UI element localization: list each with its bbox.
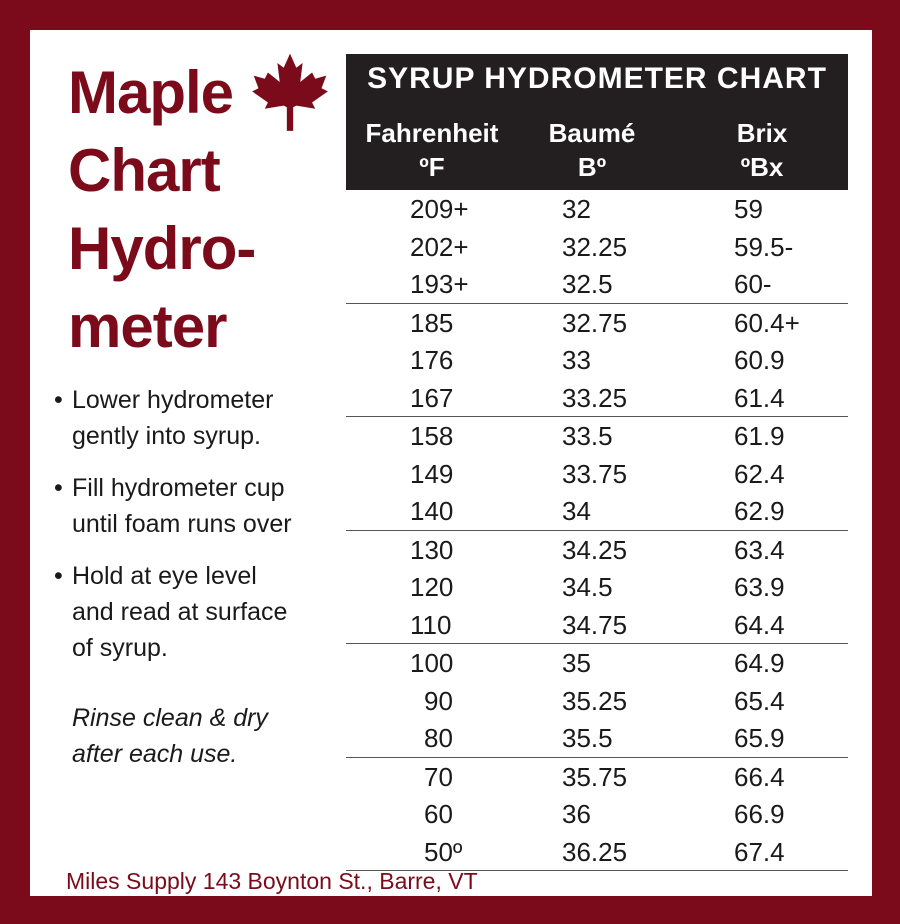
instruction-text: gently into syrup. [72,422,261,450]
table-title: SYRUP HYDROMETER CHART [367,62,827,95]
title-line: Maple [68,59,234,126]
table-row [346,568,848,606]
table-row [346,719,848,757]
table-row-group [346,190,848,304]
instructions-list [54,382,344,682]
brix-cell: 64.4 [734,609,785,640]
table-row-group [346,531,848,645]
table-row [346,682,848,720]
table-row [346,492,848,530]
rinse-note [72,700,268,772]
fahrenheit-cell: 80 [424,723,453,753]
baume-cell: 36 [562,799,591,829]
table-row [346,379,848,417]
brix-cell: 65.4 [734,685,785,716]
title-line: Hydro- [68,215,256,282]
instruction-item [54,558,344,666]
instruction-text: and read at surface [72,598,288,626]
column-header-fahrenheit [352,116,512,184]
baume-cell: 35.5 [562,723,613,753]
baume-cell: 33.75 [562,458,628,489]
fahrenheit-cell: 100 [410,648,454,678]
table-row [346,833,848,871]
brix-cell: 59.5- [734,231,794,262]
table-body [346,190,848,871]
brix-cell: 60.9 [734,345,785,375]
maple-leaf-icon [250,52,330,134]
fahrenheit-cell: 167 [410,382,454,413]
brix-cell: 60- [734,269,772,299]
baume-cell: 32.75 [562,307,628,338]
column-name: Brix [736,118,788,148]
brix-cell: 67.4 [734,836,785,867]
table-row [346,341,848,379]
brix-cell: 66.4 [734,761,785,792]
table-row [346,228,848,266]
fahrenheit-cell: 130 [410,534,454,565]
instruction-text: Hold at eye level [72,562,257,590]
baume-cell: 32.5 [562,269,613,299]
baume-cell: 35 [562,648,591,678]
title-line: meter [68,293,227,360]
fahrenheit-cell: 50º [424,836,463,867]
bullet-dot: • [54,474,63,502]
brix-cell: 62.4 [734,458,785,489]
table-row-group [346,758,848,872]
table-row-group [346,644,848,758]
fahrenheit-cell: 185 [410,307,454,338]
table-row-group [346,417,848,531]
column-header-baume [532,116,652,184]
baume-cell: 33.5 [562,421,613,451]
brix-cell: 63.4 [734,534,785,565]
footer-address: Miles Supply 143 Boynton St., Barre, VT [66,868,478,894]
table-row [346,190,848,228]
baume-cell: 36.25 [562,836,628,867]
fahrenheit-cell: 110 [410,609,452,640]
table-row [346,795,848,833]
table-row [346,606,848,644]
brix-cell: 65.9 [734,723,785,753]
fahrenheit-cell: 202+ [410,231,469,262]
column-name: Baumé [548,118,636,148]
rinse-text: Rinse clean & dry [72,704,268,732]
instruction-item [54,470,344,542]
baume-cell: 32.25 [562,231,628,262]
brix-cell: 63.9 [734,572,785,602]
table-row [346,758,848,796]
title-line: Chart [68,137,220,204]
table-header [346,54,848,190]
brix-cell: 61.4 [734,382,785,413]
fahrenheit-cell: 209+ [410,194,469,224]
brix-cell: 61.9 [734,421,785,451]
baume-cell: 33.25 [562,382,628,413]
table-row [346,304,848,342]
table-row [346,265,848,303]
table-row [346,455,848,493]
fahrenheit-cell: 176 [410,345,454,375]
fahrenheit-cell: 158 [410,421,454,451]
table-row [346,531,848,569]
column-header-brix [712,116,812,184]
instruction-text: until foam runs over [72,510,292,538]
hydrometer-table [346,54,848,871]
brix-cell: 60.4+ [734,307,800,338]
brix-cell: 64.9 [734,648,785,678]
fahrenheit-cell: 120 [410,572,454,602]
bullet-dot: • [54,386,63,414]
instruction-text: Lower hydrometer [72,386,274,414]
baume-cell: 34.5 [562,572,613,602]
column-unit: ºF [419,152,445,182]
column-name: Fahrenheit [365,118,499,148]
chart-card [30,30,872,896]
baume-cell: 35.25 [562,685,628,716]
brix-cell: 59 [734,194,763,224]
instruction-item [54,382,344,454]
instruction-text: of syrup. [72,634,168,662]
baume-cell: 35.75 [562,761,628,792]
fahrenheit-cell: 60 [424,799,453,829]
instruction-text: Fill hydrometer cup [72,474,285,502]
baume-cell: 34 [562,496,591,526]
table-row [346,644,848,682]
fahrenheit-cell: 140 [410,496,454,526]
fahrenheit-cell: 70 [424,761,453,792]
table-row [346,417,848,455]
column-unit: Bº [577,152,607,182]
brix-cell: 66.9 [734,799,785,829]
baume-cell: 34.75 [562,609,628,640]
fahrenheit-cell: 193+ [410,269,469,299]
column-unit: ºBx [740,152,784,182]
rinse-text: after each use. [72,740,238,768]
brix-cell: 62.9 [734,496,785,526]
fahrenheit-cell: 90 [424,685,453,716]
table-row-group [346,304,848,418]
baume-cell: 34.25 [562,534,628,565]
baume-cell: 32 [562,194,591,224]
baume-cell: 33 [562,345,591,375]
fahrenheit-cell: 149 [410,458,454,489]
bullet-dot: • [54,562,63,590]
page-title [68,54,255,366]
